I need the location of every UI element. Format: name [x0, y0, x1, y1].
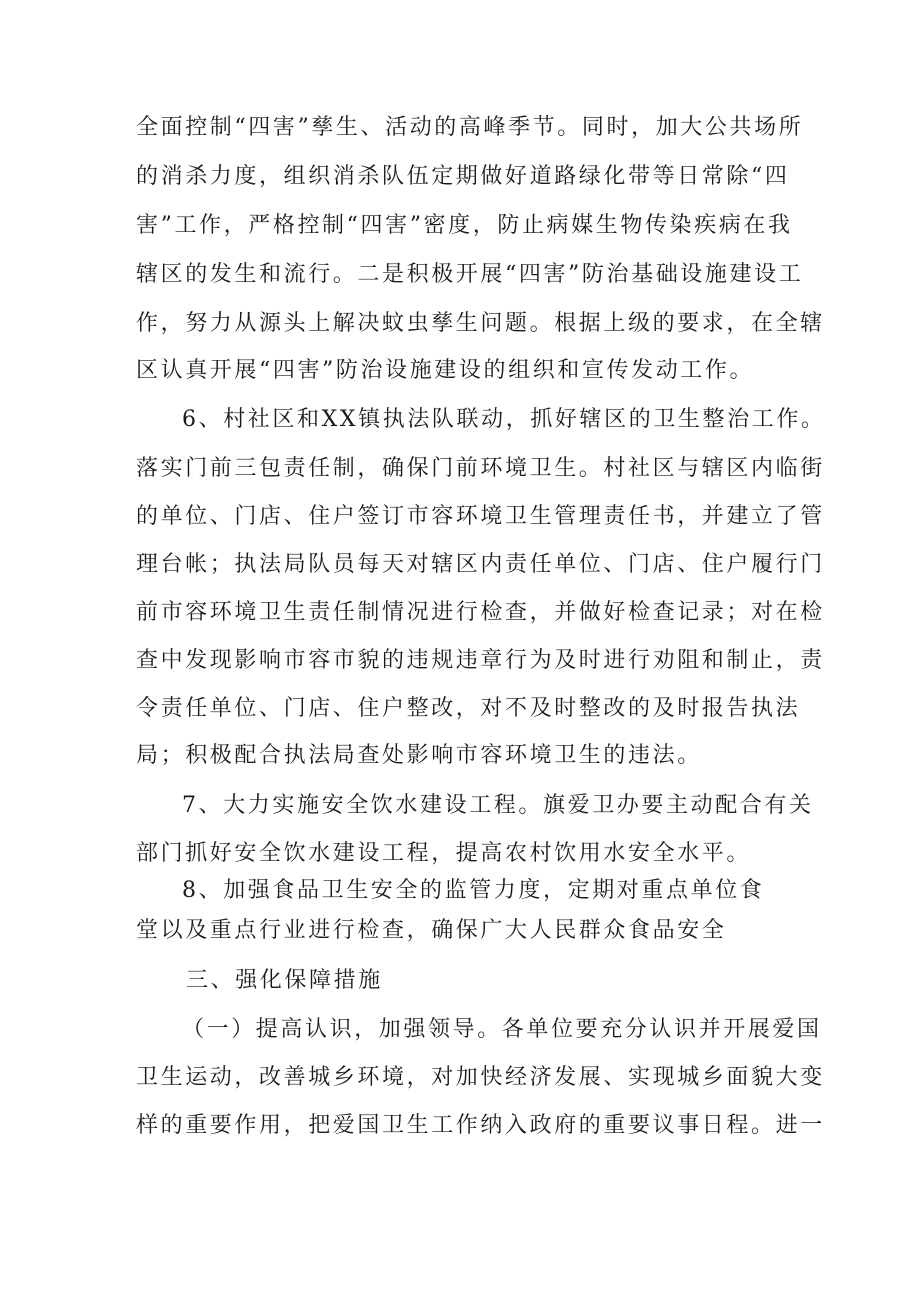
text-line: 作，努力从源头上解决蚊虫孳生问题。根据上级的要求，在全辖	[136, 311, 825, 336]
item-7-first-line: 7、大力实施安全饮水建设工程。旗爱卫办要主动配合有关	[182, 793, 814, 818]
text-line: 全面控制“四害”孳生、活动的高峰季节。同时，加大公共场所	[136, 115, 804, 140]
text-line: 害”工作，严格控制“四害”密度，防止病媒生物传染疾病在我	[136, 213, 793, 238]
text-line: 卫生运动，改善城乡环境，对加快经济发展、实现城乡面貌大变	[136, 1065, 825, 1090]
text-line: 查中发现影响市容市貌的违规违章行为及时进行劝阻和制止，责	[136, 648, 825, 673]
text-line: 堂以及重点行业进行检查，确保广大人民群众食品安全	[136, 918, 727, 943]
text-line: 的消杀力度，组织消杀队伍定期做好道路绿化带等日常除“四	[136, 164, 790, 189]
text-line: 局；积极配合执法局查处影响市容环境卫生的违法。	[136, 743, 702, 768]
section-heading: 三、强化保障措施	[186, 968, 383, 993]
text-line: 的单位、门店、住户签订市容环境卫生管理责任书，并建立了管	[136, 504, 825, 529]
text-line: 理台帐；执法局队员每天对辖区内责任单位、门店、住户履行门	[136, 552, 825, 577]
text-line: 前市容环境卫生责任制情况进行检查，并做好检查记录；对在检	[136, 600, 825, 625]
text-line: 落实门前三包责任制，确保门前环境卫生。村社区与辖区内临街	[136, 456, 825, 481]
item-6-first-line: 6、村社区和XX镇执法队联动，抓好辖区的卫生整治工作。	[182, 407, 826, 432]
text-line: 样的重要作用，把爱国卫生工作纳入政府的重要议事日程。进一	[136, 1113, 825, 1138]
subsection-first-line: （一）提高认识，加强领导。各单位要充分认识并开展爱国	[182, 1017, 822, 1042]
text-line: 区认真开展“四害”防治设施建设的组织和宣传发动工作。	[136, 358, 755, 383]
text-line: 令责任单位、门店、住户整改，对不及时整改的及时报告执法	[136, 696, 801, 721]
text-line: 辖区的发生和流行。二是积极开展“四害”防治基础设施建设工	[136, 262, 804, 287]
item-8-first-line: 8、加强食品卫生安全的监管力度，定期对重点单位食	[182, 878, 765, 903]
text-line: 部门抓好安全饮水建设工程，提高农村饮用水安全水平。	[136, 841, 752, 866]
